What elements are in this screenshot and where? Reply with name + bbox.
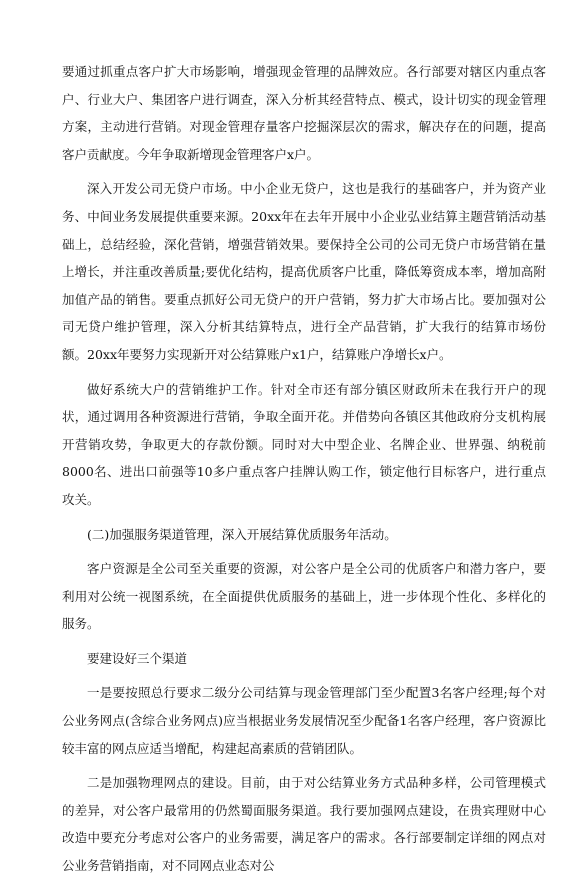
paragraph-unloaned-clients: 深入开发公司无贷户市场。中小企业无贷户，这也是我行的基础客户，并为资产业务、中间业务发展提供重要来源。20xx年在去年开展中小企业弘业结算主题营销活动基础上，总结经验，深化营销，增强营销效果。要保持全公司的公司无贷户市场营销在量上增长，并注重改善质量;要优化结构，提高优质客户比重，降低筹资成本率，增加高附加值产品的销售。要重点抓好公司无贷户的开户营销，努力扩大市场占比。要加强对公司无贷户维护管理，深入分析其结算特点，进行全产品营销，扩大我行的结算市场份额。20xx年要努力实现新开对公结算账户x1户，结算账户净增长x户。 bbox=[62, 181, 546, 362]
subheading-three-channels: 要建设好三个渠道 bbox=[87, 650, 188, 666]
document-page bbox=[62, 58, 546, 887]
section-heading-service-channels: (二)加强服务渠道管理，深入开展结算优质服务年活动。 bbox=[87, 526, 397, 542]
paragraph-system-clients: 做好系统大户的营销维护工作。针对全市还有部分镇区财政所未在我行开户的现状，通过调用各种资源进行营销，争取全面开花。并借势向各镇区其他政府分支机构展开营销攻势，争取更大的存款份额。同时对大中型企业、名牌企业、世界强、纳税前8000名、进出口前强等10多户重点客户挂牌认购工作，锁定他行目标客户，进行重点攻关。 bbox=[62, 381, 546, 507]
paragraph-client-resources: 客户资源是全公司至关重要的资源，对公客户是全公司的优质客户和潜力客户，要利用对公统一视图系统，在全面提供优质服务的基础上，进一步体现个性化、多样化的服务。 bbox=[62, 561, 546, 632]
paragraph-channel-two: 二是加强物理网点的建设。目前，由于对公结算业务方式品种多样，公司管理模式的差异，对公客户最常用的仍然蜀面服务渠道。我行要加强网点建设，在贵宾理财中心改造中要充分考虑对公客户的业务需要，满足客户的需求。各行部要制定详细的网点对公业务营销指南，对不同网点业态对公 bbox=[62, 775, 546, 874]
paragraph-channel-one: 一是要按照总行要求二级分公司结算与现金管理部门至少配置3名客户经理;每个对公业务网点(含综合业务网点)应当根据业务发展情况至少配备1名客户经理，客户资源比较丰富的网点应适当增配，构建起高素质的营销团队。 bbox=[62, 685, 546, 756]
paragraph-cash-management: 要通过抓重点客户扩大市场影响，增强现金管理的品牌效应。各行部要对辖区内重点客户、行业大户、集团客户进行调查，深入分析其经营特点、模式，设计切实的现金管理方案，主动进行营销。对现金管理存量客户挖掘深层次的需求，解决存在的问题，提高客户贡献度。今年争取新增现金管理客户x户。 bbox=[62, 64, 546, 162]
